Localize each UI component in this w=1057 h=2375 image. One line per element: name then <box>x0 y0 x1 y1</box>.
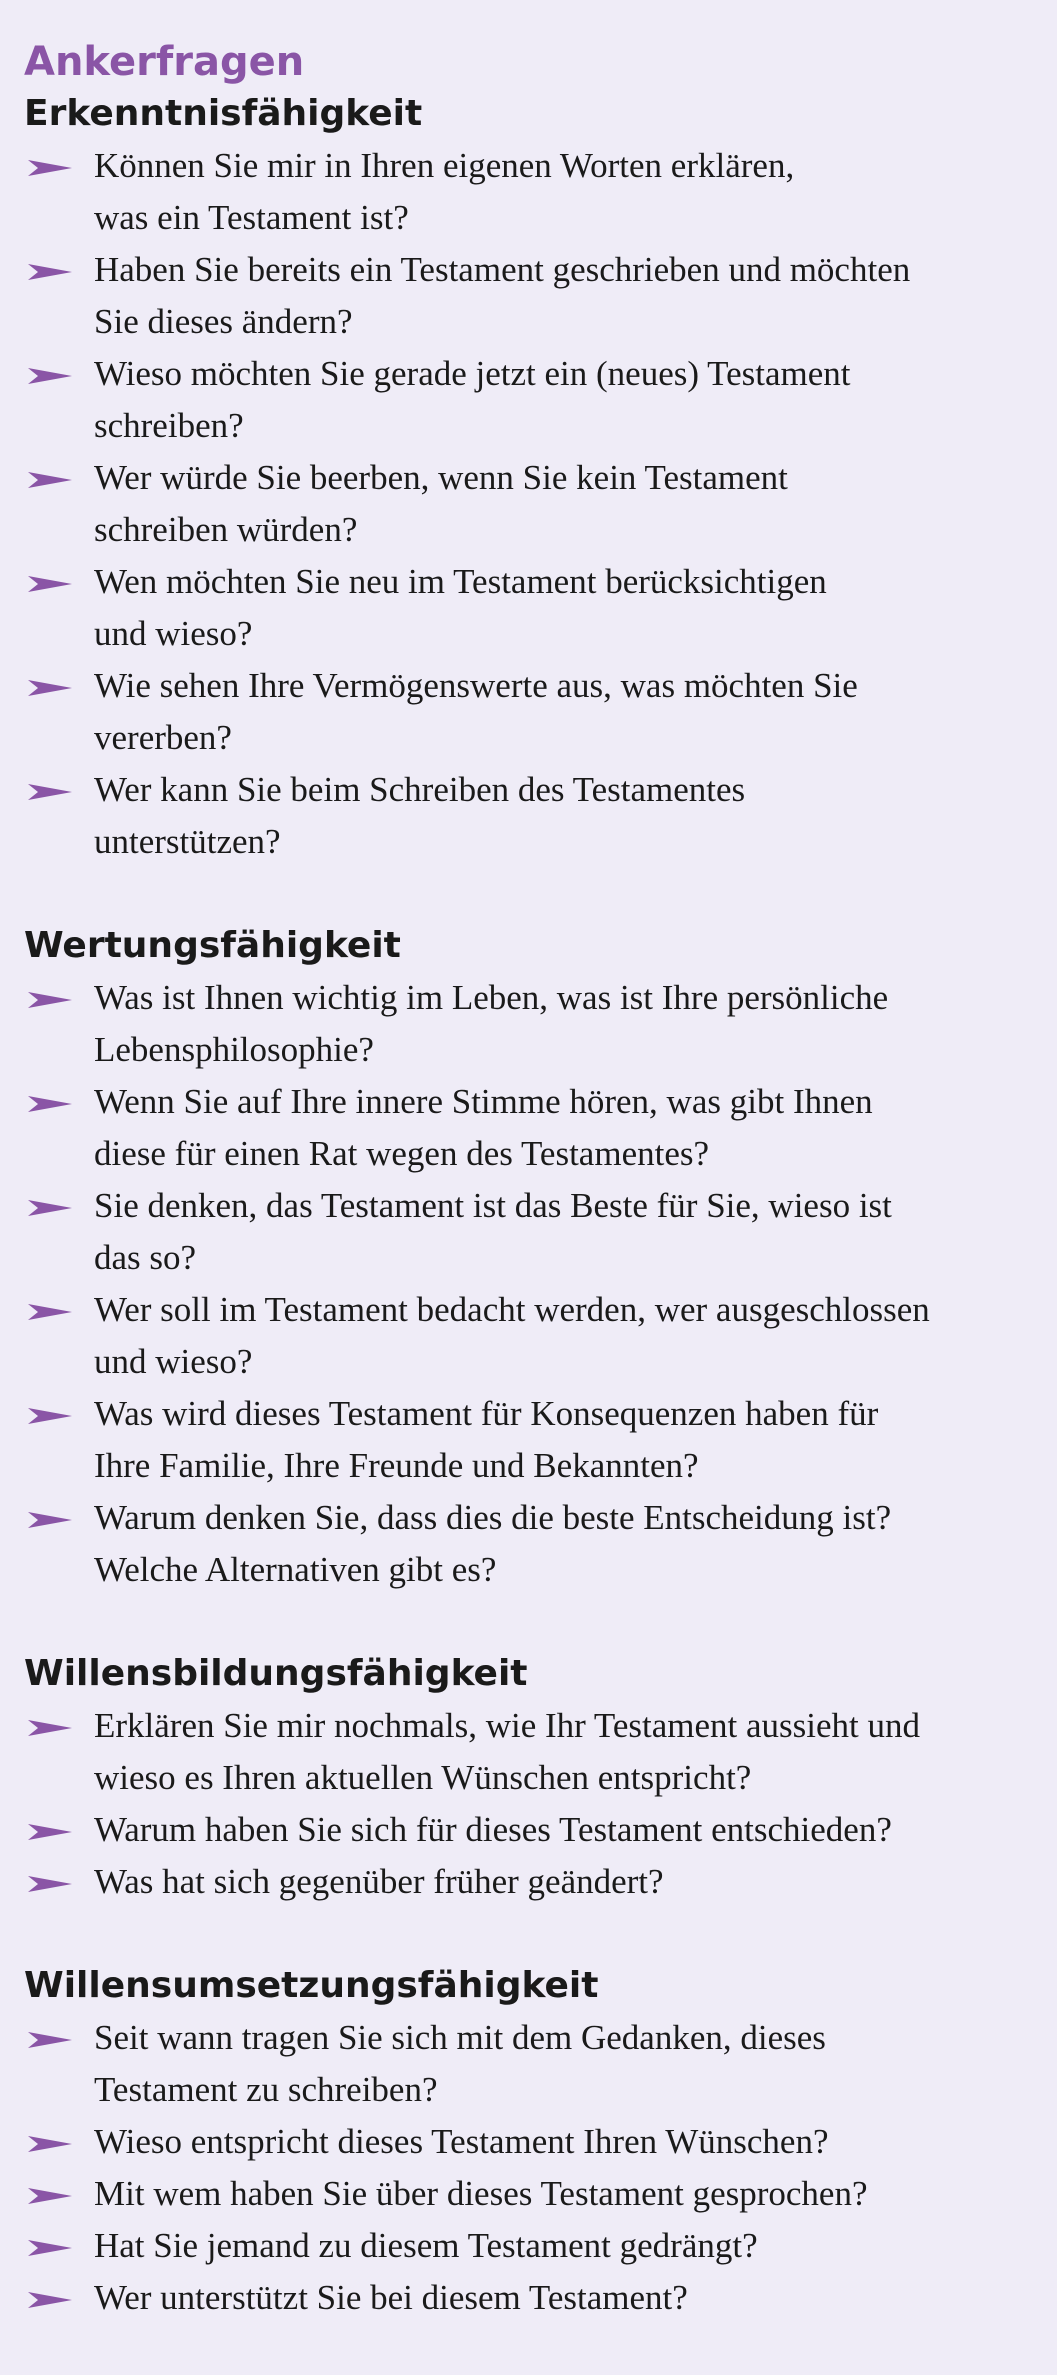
question-line: Was ist Ihnen wichtig im Leben, was ist Ihre persönliche <box>94 978 889 1017</box>
question-item <box>24 1076 1039 1180</box>
question-line: unterstützen? <box>94 822 281 861</box>
question-line: Wer soll im Testament bedacht werden, wer ausgeschlossen <box>94 1290 930 1329</box>
section-0 <box>24 88 1039 868</box>
question-line: schreiben würden? <box>94 510 358 549</box>
question-item <box>24 2116 1039 2168</box>
question-item <box>24 2168 1039 2220</box>
question-line: Testament zu schreiben? <box>94 2070 438 2109</box>
arrow-right-icon <box>28 990 72 1010</box>
arrow-right-icon <box>28 470 72 490</box>
question-line: Wenn Sie auf Ihre innere Stimme hören, was gibt Ihnen <box>94 1082 873 1121</box>
arrow-right-icon <box>28 158 72 178</box>
question-line: und wieso? <box>94 614 253 653</box>
arrow-right-icon <box>28 782 72 802</box>
question-item <box>24 556 1039 660</box>
arrow-right-icon <box>28 2238 72 2258</box>
question-line: Wer unterstützt Sie bei diesem Testament? <box>94 2278 688 2317</box>
question-line: Sie dieses ändern? <box>94 302 353 341</box>
question-list <box>24 2012 1039 2324</box>
section-2 <box>24 1648 1039 1908</box>
question-line: Wer würde Sie beerben, wenn Sie kein Testament <box>94 458 788 497</box>
question-line: Seit wann tragen Sie sich mit dem Gedanken, dieses <box>94 2018 826 2057</box>
page-title: Ankerfragen <box>24 39 305 85</box>
arrow-right-icon <box>28 1406 72 1426</box>
question-list <box>24 140 1039 868</box>
question-line: Können Sie mir in Ihren eigenen Worten erklären, <box>94 146 795 185</box>
question-item <box>24 140 1039 244</box>
question-line: Ihre Familie, Ihre Freunde und Bekannten? <box>94 1446 699 1485</box>
arrow-right-icon <box>28 366 72 386</box>
question-list <box>24 1700 1039 1908</box>
question-line: Was hat sich gegenüber früher geändert? <box>94 1862 664 1901</box>
section-heading: Wertungsfähigkeit <box>24 925 401 966</box>
arrow-right-icon <box>28 1874 72 1894</box>
arrow-right-icon <box>28 1094 72 1114</box>
question-line: Mit wem haben Sie über dieses Testament gesprochen? <box>94 2174 868 2213</box>
question-line: Hat Sie jemand zu diesem Testament gedrängt? <box>94 2226 758 2265</box>
question-line: Haben Sie bereits ein Testament geschrieben und möchten <box>94 250 911 289</box>
question-line: das so? <box>94 1238 197 1277</box>
question-line: und wieso? <box>94 1342 253 1381</box>
question-line: was ein Testament ist? <box>94 198 409 237</box>
question-item <box>24 1700 1039 1804</box>
question-line: wieso es Ihren aktuellen Wünschen entspricht? <box>94 1758 752 1797</box>
arrow-right-icon <box>28 1718 72 1738</box>
question-item <box>24 1180 1039 1284</box>
section-heading: Willensbildungsfähigkeit <box>24 1653 528 1694</box>
question-line: Lebensphilosophie? <box>94 1030 374 1069</box>
question-item <box>24 1492 1039 1596</box>
question-list <box>24 972 1039 1596</box>
question-line: vererben? <box>94 718 232 757</box>
question-item <box>24 452 1039 556</box>
question-line: Wen möchten Sie neu im Testament berücksichtigen <box>94 562 827 601</box>
question-item <box>24 1804 1039 1856</box>
question-line: Sie denken, das Testament ist das Beste für Sie, wieso ist <box>94 1186 892 1225</box>
question-line: Warum denken Sie, dass dies die beste Entscheidung ist? <box>94 1498 892 1537</box>
arrow-right-icon <box>28 2134 72 2154</box>
question-item <box>24 2220 1039 2272</box>
question-line: Wieso möchten Sie gerade jetzt ein (neues) Testament <box>94 354 851 393</box>
question-line: Erklären Sie mir nochmals, wie Ihr Testament aussieht und <box>94 1706 921 1745</box>
arrow-right-icon <box>28 678 72 698</box>
arrow-right-icon <box>28 1822 72 1842</box>
question-item <box>24 1388 1039 1492</box>
arrow-right-icon <box>28 2290 72 2310</box>
question-line: diese für einen Rat wegen des Testamentes? <box>94 1134 710 1173</box>
question-item <box>24 244 1039 348</box>
sections-container <box>24 88 1039 2324</box>
arrow-right-icon <box>28 2186 72 2206</box>
question-item <box>24 764 1039 868</box>
question-item <box>24 348 1039 452</box>
question-line: schreiben? <box>94 406 244 445</box>
question-item <box>24 1284 1039 1388</box>
section-heading: Willensumsetzungsfähigkeit <box>24 1965 599 2006</box>
question-line: Welche Alternativen gibt es? <box>94 1550 497 1589</box>
question-line: Wer kann Sie beim Schreiben des Testamentes <box>94 770 746 809</box>
question-line: Wieso entspricht dieses Testament Ihren Wünschen? <box>94 2122 829 2161</box>
section-3 <box>24 1960 1039 2324</box>
question-line: Warum haben Sie sich für dieses Testament entschieden? <box>94 1810 892 1849</box>
question-item <box>24 1856 1039 1908</box>
arrow-right-icon <box>28 2030 72 2050</box>
arrow-right-icon <box>28 262 72 282</box>
question-item <box>24 972 1039 1076</box>
question-line: Wie sehen Ihre Vermögenswerte aus, was möchten Sie <box>94 666 858 705</box>
question-item <box>24 2272 1039 2324</box>
question-item <box>24 2012 1039 2116</box>
arrow-right-icon <box>28 574 72 594</box>
question-item <box>24 660 1039 764</box>
section-1 <box>24 920 1039 1596</box>
arrow-right-icon <box>28 1510 72 1530</box>
arrow-right-icon <box>28 1198 72 1218</box>
question-line: Was wird dieses Testament für Konsequenzen haben für <box>94 1394 879 1433</box>
arrow-right-icon <box>28 1302 72 1322</box>
section-heading: Erkenntnisfähigkeit <box>24 93 423 134</box>
